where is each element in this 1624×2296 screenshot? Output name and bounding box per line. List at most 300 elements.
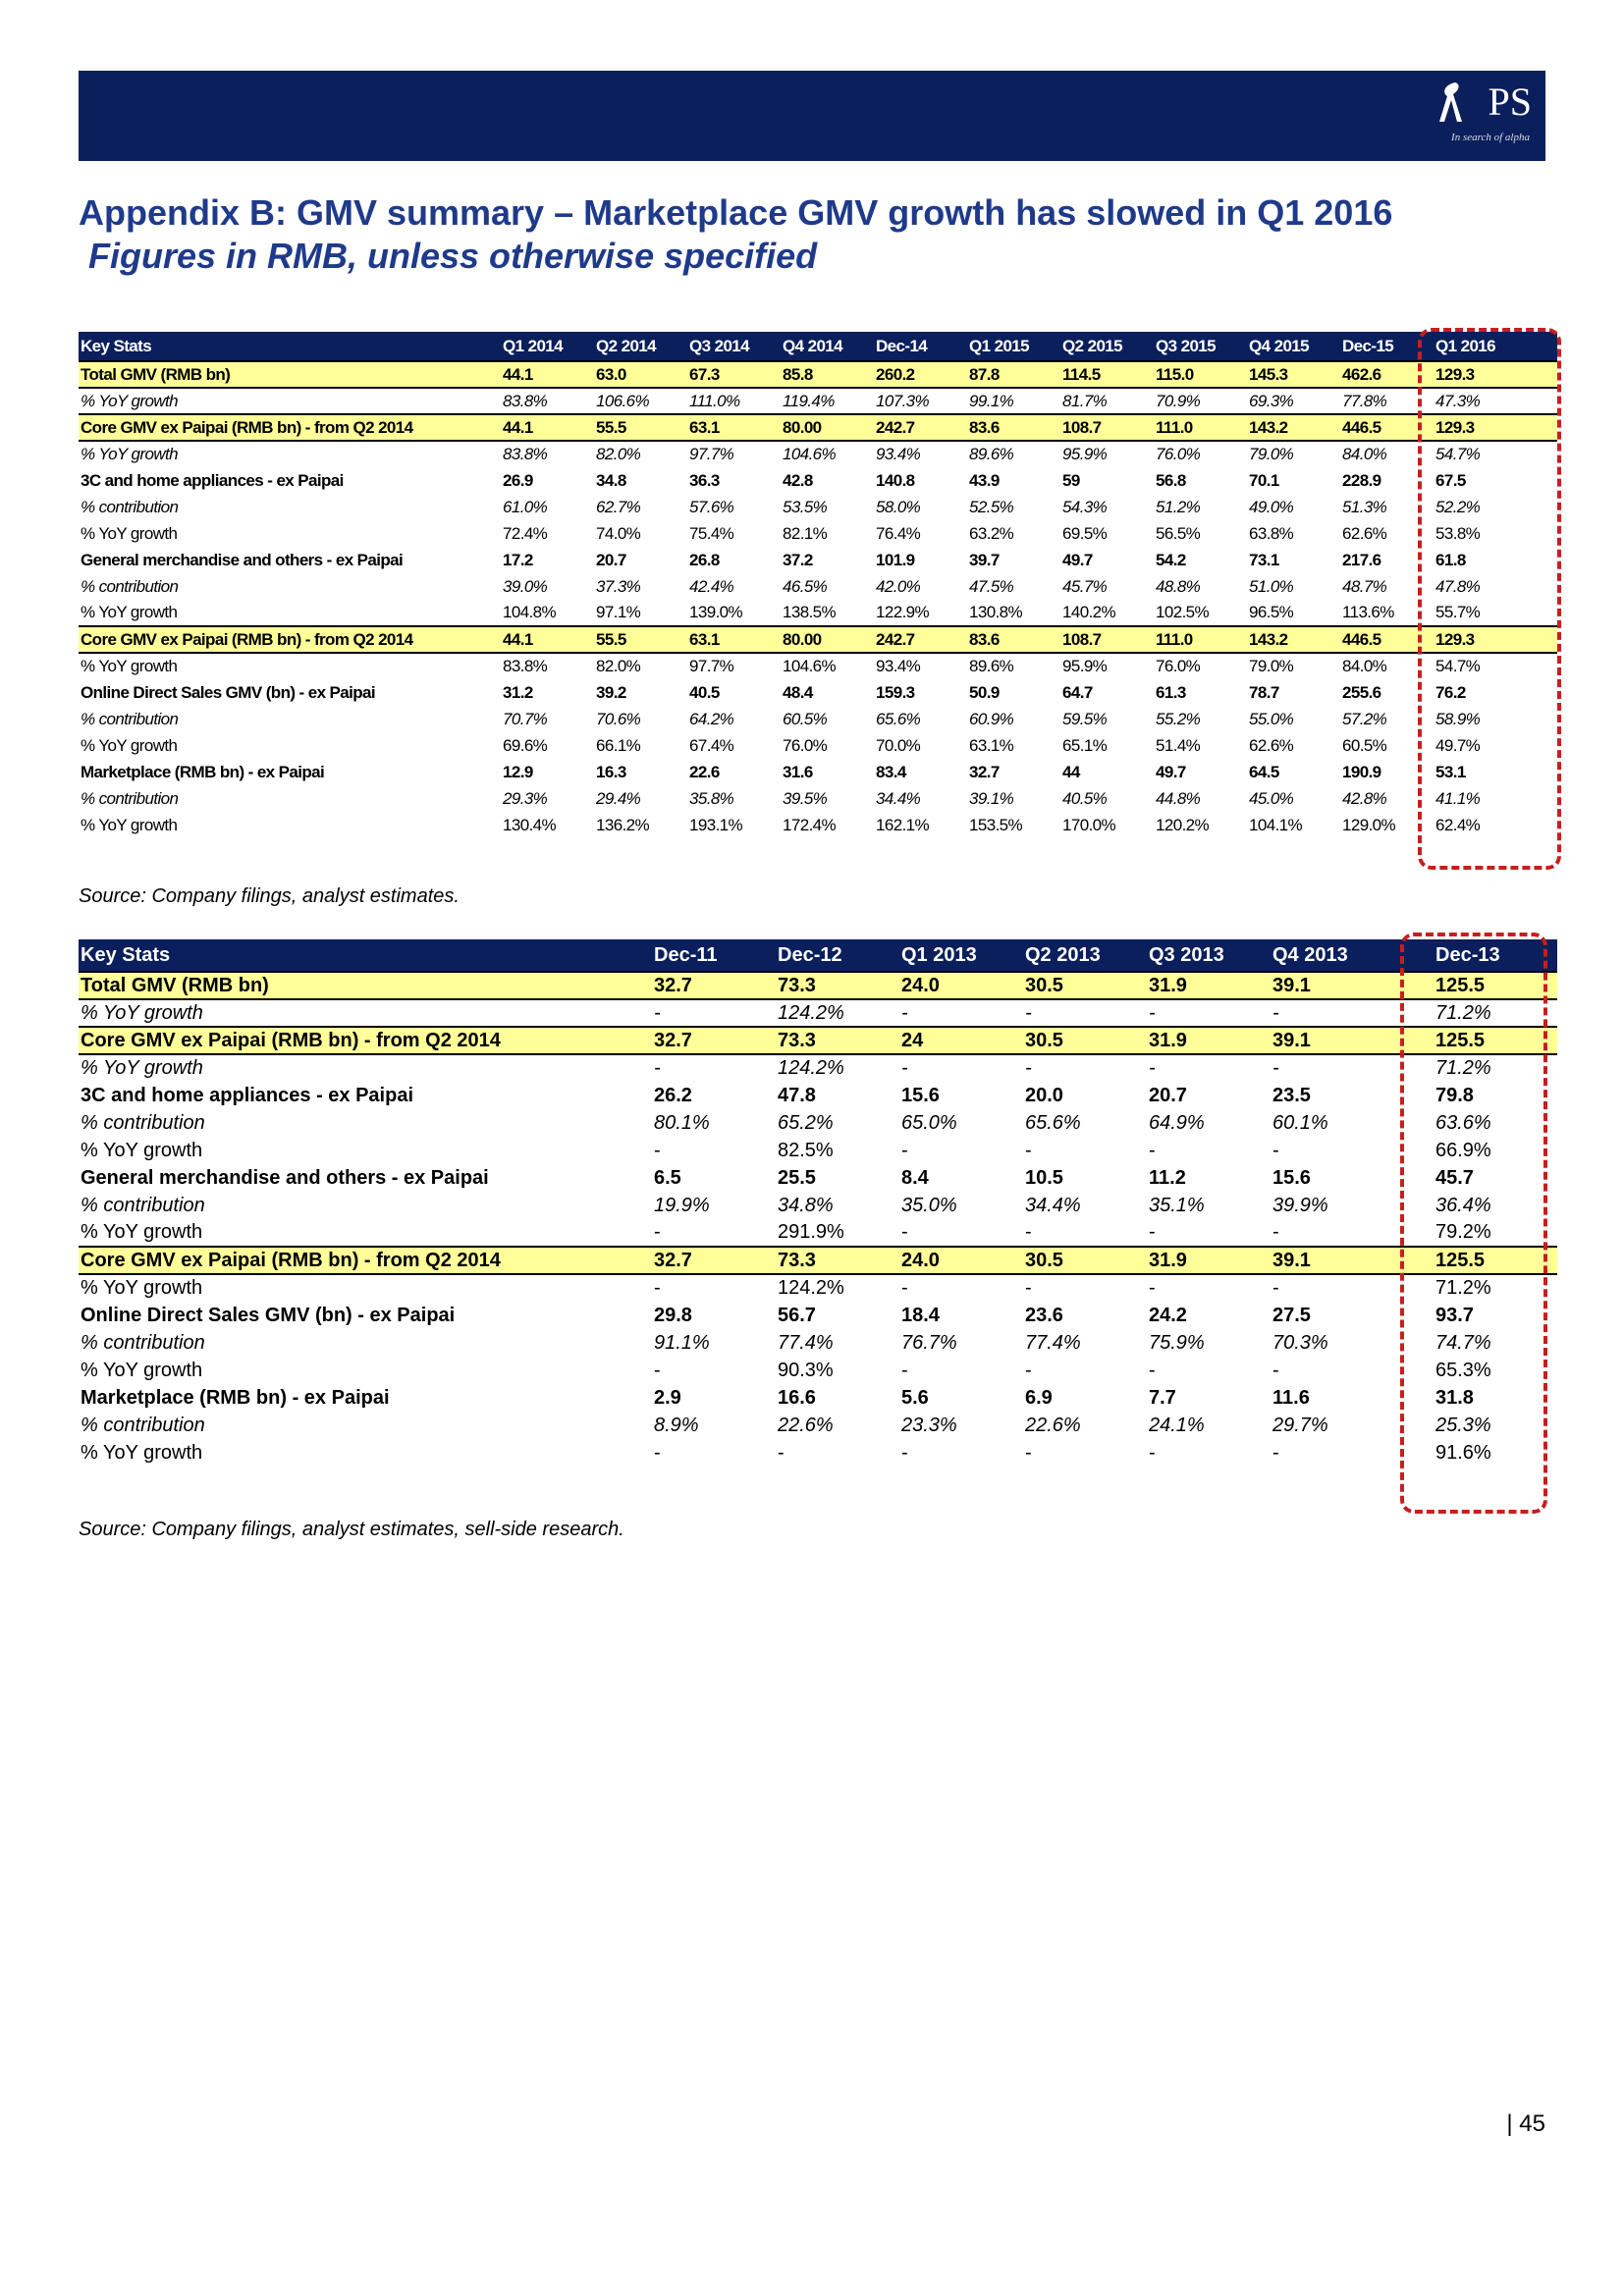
table-cell: 62.6% xyxy=(1342,523,1387,543)
table-cell: 138.5% xyxy=(783,603,837,621)
table-cell: 95.9% xyxy=(1062,445,1108,463)
table-cell: 101.9 xyxy=(876,550,915,569)
header-cell-period: Q2 2015 xyxy=(1062,336,1123,355)
table2-source: Source: Company filings, analyst estimates, sell-side research. xyxy=(79,1519,624,1540)
table-cell: 20.7 xyxy=(596,550,626,569)
table-cell: 31.8 xyxy=(1435,1386,1474,1409)
table-cell: 25.5 xyxy=(778,1166,816,1189)
table-cell: 53.5% xyxy=(783,497,828,516)
table-cell: 49.7 xyxy=(1156,762,1186,781)
row-label: Core GMV ex Paipai (RMB bn) - from Q2 2014 xyxy=(79,626,501,653)
table-cell: 7.7 xyxy=(1149,1386,1176,1409)
table-cell: 60.5% xyxy=(783,709,828,728)
table-cell: 39.5% xyxy=(783,788,828,808)
table-cell: 18.4 xyxy=(901,1304,940,1326)
table-cell: 5.6 xyxy=(901,1386,929,1409)
table-cell: 70.6% xyxy=(596,709,641,728)
table-cell: - xyxy=(1025,1139,1032,1161)
table-cell: 162.1% xyxy=(876,815,930,834)
table-row xyxy=(79,732,1557,759)
header-cell-period: Dec-15 xyxy=(1342,336,1394,355)
row-label: % YoY growth xyxy=(81,1441,203,1464)
table-cell: 217.6 xyxy=(1342,550,1381,569)
table-cell: 44.8% xyxy=(1156,788,1201,808)
table-cell: 119.4% xyxy=(781,388,874,414)
table-cell: 111.0% xyxy=(687,388,781,414)
table-cell: 139.0% xyxy=(689,603,743,621)
table-cell: - xyxy=(901,1139,908,1161)
table-cell: - xyxy=(1025,1359,1032,1381)
table-cell: 228.9 xyxy=(1342,470,1381,490)
table-cell: 93.4% xyxy=(876,657,921,675)
table-cell: 104.6% xyxy=(783,445,837,463)
table-cell: 67.3 xyxy=(687,361,781,388)
page-subtitle: Figures in RMB, unless otherwise specified xyxy=(88,236,818,276)
table-cell: 80.1% xyxy=(654,1111,710,1134)
row-label: % contribution xyxy=(81,1331,205,1354)
row-label: % contribution xyxy=(81,576,179,596)
table-cell: 2.9 xyxy=(654,1386,681,1409)
table-row xyxy=(79,1192,1557,1219)
table-cell: 129.0% xyxy=(1342,815,1396,834)
table-cell: 36.4% xyxy=(1435,1194,1491,1216)
table-cell: 32.7 xyxy=(652,1027,776,1054)
table-cell: 159.3 xyxy=(876,682,915,702)
table-cell: 106.6% xyxy=(594,388,687,414)
row-label: % contribution xyxy=(81,788,179,808)
table-row xyxy=(79,1247,1557,1274)
table-cell: 97.7% xyxy=(689,657,734,675)
table-cell: 56.5% xyxy=(1156,523,1201,543)
table-cell: - xyxy=(1149,1057,1156,1079)
row-label: Total GMV (RMB bn) xyxy=(79,972,652,999)
table-cell: 67.4% xyxy=(689,735,734,755)
row-label: % YoY growth xyxy=(81,735,178,755)
table-cell: 8.9% xyxy=(654,1414,699,1436)
table-cell: 51.4% xyxy=(1156,735,1201,755)
table-cell: 74.0% xyxy=(596,523,641,543)
table-cell: 24 xyxy=(899,1027,1023,1054)
table-cell: 39.0% xyxy=(503,576,548,596)
table-cell: 140.2% xyxy=(1062,603,1116,621)
table-cell: 130.8% xyxy=(969,603,1023,621)
table-cell: 140.8 xyxy=(876,470,915,490)
table-cell: 63.1 xyxy=(687,414,781,441)
table-cell: 22.6 xyxy=(689,762,720,781)
table-row xyxy=(79,706,1557,732)
table-cell: 65.0% xyxy=(901,1111,957,1134)
table-cell: 83.4 xyxy=(876,762,906,781)
table-cell: - xyxy=(1272,1057,1279,1079)
table-cell: 242.7 xyxy=(874,414,967,441)
table-cell: 62.6% xyxy=(1249,735,1294,755)
table-cell: 24.1% xyxy=(1149,1414,1205,1436)
table-cell: 32.7 xyxy=(969,762,1000,781)
table-cell: 104.6% xyxy=(783,657,837,675)
table-cell: 54.2 xyxy=(1156,550,1186,569)
table-row xyxy=(79,414,1557,441)
table-cell: 66.9% xyxy=(1435,1139,1491,1161)
table-cell: 65.6% xyxy=(1025,1111,1081,1134)
table-cell: 65.1% xyxy=(1062,735,1108,755)
table-cell: 114.5 xyxy=(1060,361,1154,388)
table-cell: 111.0 xyxy=(1154,626,1247,653)
table-cell: 51.0% xyxy=(1249,576,1294,596)
table-cell: 43.9 xyxy=(969,470,1000,490)
table-cell: 49.0% xyxy=(1249,497,1294,516)
table-cell: 70.1 xyxy=(1249,470,1279,490)
table-row xyxy=(79,999,1557,1027)
table-cell: - xyxy=(778,1441,785,1464)
table-cell: 30.5 xyxy=(1023,1027,1147,1054)
table-cell: 32.7 xyxy=(652,972,776,999)
table-cell: 24.0 xyxy=(899,972,1023,999)
table-cell: - xyxy=(654,1139,661,1161)
table-cell: 39.1 xyxy=(1271,972,1434,999)
table-cell: 130.4% xyxy=(503,815,557,834)
table-cell: 83.8% xyxy=(503,445,548,463)
table-cell: 70.3% xyxy=(1272,1331,1328,1354)
table-cell: 34.4% xyxy=(1025,1194,1081,1216)
table-cell: 78.7 xyxy=(1249,682,1279,702)
table-cell: 96.5% xyxy=(1249,603,1294,621)
table-cell: 44.1 xyxy=(501,626,594,653)
table-cell: 29.8 xyxy=(654,1304,692,1326)
table-cell: 44 xyxy=(1062,762,1080,781)
table-cell: 107.3% xyxy=(874,388,967,414)
table-cell: 26.8 xyxy=(689,550,720,569)
table-cell: - xyxy=(1271,999,1434,1027)
row-label: % YoY growth xyxy=(81,1139,203,1161)
table-cell: 25.3% xyxy=(1435,1414,1491,1436)
table-cell: 42.4% xyxy=(689,576,734,596)
table-cell: 10.5 xyxy=(1025,1166,1063,1189)
table-cell: 23.3% xyxy=(901,1414,957,1436)
table-cell: 57.6% xyxy=(689,497,734,516)
table-cell: 104.8% xyxy=(503,603,557,621)
table-cell: 61.3 xyxy=(1156,682,1186,702)
table-cell: 291.9% xyxy=(778,1221,844,1243)
gmv-table-2011-2013 xyxy=(79,939,1557,1467)
row-label: % YoY growth xyxy=(81,1359,203,1381)
table1-source: Source: Company filings, analyst estimates. xyxy=(79,885,460,907)
table-cell: - xyxy=(654,1441,661,1464)
table-cell: 63.8% xyxy=(1249,523,1294,543)
table-cell: 77.8% xyxy=(1340,388,1434,414)
table-cell: 193.1% xyxy=(689,815,743,834)
table-cell: 190.9 xyxy=(1342,762,1381,781)
table-cell: 108.7 xyxy=(1060,626,1154,653)
header-cell-period: Q3 2015 xyxy=(1156,336,1217,355)
table-cell: 42.8 xyxy=(783,470,813,490)
table-row xyxy=(79,679,1557,706)
table-cell: 39.7 xyxy=(969,550,1000,569)
row-label: % YoY growth xyxy=(81,523,178,543)
table-cell: 61.0% xyxy=(503,497,548,516)
table-cell: 72.4% xyxy=(503,523,548,543)
table-cell: 48.7% xyxy=(1342,576,1387,596)
table-cell: 55.7% xyxy=(1435,603,1481,621)
table-cell: 30.5 xyxy=(1023,972,1147,999)
table-cell: 124.2% xyxy=(776,999,899,1027)
logo-tagline: In search of alpha xyxy=(1451,132,1530,143)
header-cell-period: Dec-11 xyxy=(654,943,718,966)
table-cell: 75.9% xyxy=(1149,1331,1205,1354)
table-cell: 55.0% xyxy=(1249,709,1294,728)
table-cell: 53.8% xyxy=(1435,523,1481,543)
table-cell: 64.7 xyxy=(1062,682,1093,702)
row-label: % YoY growth xyxy=(79,388,501,414)
table-cell: - xyxy=(1025,1057,1032,1079)
table-cell: 83.8% xyxy=(503,657,548,675)
table-cell: 39.2 xyxy=(596,682,626,702)
table-cell: 76.0% xyxy=(1156,657,1201,675)
table-cell: 39.1 xyxy=(1271,1027,1434,1054)
table-cell: 6.5 xyxy=(654,1166,681,1189)
table-cell: 64.5 xyxy=(1249,762,1279,781)
table-cell: 79.8 xyxy=(1435,1084,1474,1106)
table-cell: 16.6 xyxy=(778,1386,816,1409)
table-cell: 31.9 xyxy=(1147,1247,1271,1274)
table-cell: 83.6 xyxy=(967,414,1060,441)
table-cell: 48.4 xyxy=(783,682,813,702)
table-cell: 37.2 xyxy=(783,550,813,569)
table-cell: 76.0% xyxy=(783,735,828,755)
table-cell: 136.2% xyxy=(596,815,650,834)
table-cell: 77.4% xyxy=(778,1331,834,1354)
table-row xyxy=(79,388,1557,414)
table-cell: 74.7% xyxy=(1435,1331,1491,1354)
table-row xyxy=(79,1329,1557,1357)
header-band xyxy=(79,71,1545,161)
table-cell: 63.0 xyxy=(594,361,687,388)
header-cell-period: Q4 2014 xyxy=(783,336,843,355)
table-cell: 52.5% xyxy=(969,497,1014,516)
table-cell: 73.3 xyxy=(776,1247,899,1274)
table-cell: 69.3% xyxy=(1247,388,1340,414)
table-row xyxy=(79,626,1557,653)
row-label: % contribution xyxy=(81,1194,205,1216)
table-cell: - xyxy=(1149,1359,1156,1381)
table-cell: 129.3 xyxy=(1434,414,1557,441)
table-cell: 48.8% xyxy=(1156,576,1201,596)
table-cell: 29.7% xyxy=(1272,1414,1328,1436)
table-cell: 70.0% xyxy=(876,735,921,755)
table-cell: 446.5 xyxy=(1340,626,1434,653)
table-cell: 49.7 xyxy=(1062,550,1093,569)
table-cell: 70.9% xyxy=(1154,388,1247,414)
table-cell: 60.9% xyxy=(969,709,1014,728)
table-cell: 143.2 xyxy=(1247,414,1340,441)
table-cell: 24.2 xyxy=(1149,1304,1187,1326)
table-cell: 42.0% xyxy=(876,576,921,596)
table-cell: 6.9 xyxy=(1025,1386,1053,1409)
table-cell: - xyxy=(901,1057,908,1079)
table-cell: - xyxy=(1272,1277,1279,1299)
table-cell: 85.8 xyxy=(781,361,874,388)
table-cell: 84.0% xyxy=(1342,657,1387,675)
table-row xyxy=(79,1137,1557,1164)
table-cell: - xyxy=(1149,1277,1156,1299)
table-cell: - xyxy=(1147,999,1271,1027)
table-cell: 26.2 xyxy=(654,1084,692,1106)
row-label: Online Direct Sales GMV (bn) - ex Paipai xyxy=(81,682,376,702)
table-cell: 125.5 xyxy=(1434,972,1557,999)
table-cell: 58.0% xyxy=(876,497,921,516)
table-cell: 34.8% xyxy=(778,1194,834,1216)
table-cell: - xyxy=(652,999,776,1027)
table-cell: 35.1% xyxy=(1149,1194,1205,1216)
table-cell: 66.1% xyxy=(596,735,641,755)
table-cell: 44.1 xyxy=(501,361,594,388)
table-cell: 12.9 xyxy=(503,762,533,781)
table-cell: 108.7 xyxy=(1060,414,1154,441)
table-cell: 63.6% xyxy=(1435,1111,1491,1134)
table-cell: 44.1 xyxy=(501,414,594,441)
table-cell: 81.7% xyxy=(1060,388,1154,414)
table-cell: 77.4% xyxy=(1025,1331,1081,1354)
table-cell: 54.7% xyxy=(1435,657,1481,675)
table-cell: 17.2 xyxy=(503,550,533,569)
table-row xyxy=(79,785,1557,812)
table-header-row xyxy=(79,939,1557,972)
table-cell: 73.3 xyxy=(776,1027,899,1054)
table-cell: 145.3 xyxy=(1247,361,1340,388)
table-cell: 255.6 xyxy=(1342,682,1381,702)
table-cell: 31.6 xyxy=(783,762,813,781)
table-row xyxy=(79,1357,1557,1384)
table-cell: 63.2% xyxy=(969,523,1014,543)
header-cell-period: Q4 2013 xyxy=(1272,943,1348,966)
table-cell: 69.5% xyxy=(1062,523,1108,543)
table-cell: 55.2% xyxy=(1156,709,1201,728)
table-header-row xyxy=(79,332,1557,361)
table-cell: - xyxy=(654,1359,661,1381)
table-cell: - xyxy=(654,1221,661,1243)
table-cell: - xyxy=(1272,1441,1279,1464)
row-label: % YoY growth xyxy=(81,657,178,675)
table-cell: 56.7 xyxy=(778,1304,816,1326)
table-cell: 45.7% xyxy=(1062,576,1108,596)
table-cell: 29.3% xyxy=(503,788,548,808)
table-cell: 153.5% xyxy=(969,815,1023,834)
table-cell: 67.5 xyxy=(1435,470,1466,490)
table-cell: 19.9% xyxy=(654,1194,710,1216)
table-cell: 69.6% xyxy=(503,735,548,755)
row-label: 3C and home appliances - ex Paipai xyxy=(81,470,344,490)
table-row xyxy=(79,1164,1557,1192)
table-cell: 39.9% xyxy=(1272,1194,1328,1216)
table-cell: 93.7 xyxy=(1435,1304,1474,1326)
table-cell: 36.3 xyxy=(689,470,720,490)
table-cell: 31.9 xyxy=(1147,1027,1271,1054)
table-cell: 39.1% xyxy=(969,788,1014,808)
table-cell: 79.2% xyxy=(1435,1221,1491,1243)
table-cell: 80.00 xyxy=(781,414,874,441)
table-cell: 39.1 xyxy=(1271,1247,1434,1274)
table-cell: 46.5% xyxy=(783,576,828,596)
table-cell: 82.1% xyxy=(783,523,828,543)
table-cell: - xyxy=(1272,1221,1279,1243)
table-cell: 97.7% xyxy=(689,445,734,463)
table-row xyxy=(79,441,1557,467)
row-label: Core GMV ex Paipai (RMB bn) - from Q2 2014 xyxy=(79,1247,652,1274)
table-cell: 83.6 xyxy=(967,626,1060,653)
table-cell: 124.2% xyxy=(778,1057,844,1079)
header-cell-period: Q2 2013 xyxy=(1025,943,1101,966)
table-row xyxy=(79,653,1557,679)
header-cell-period: Dec-12 xyxy=(778,943,842,966)
table-cell: 59.5% xyxy=(1062,709,1108,728)
table-cell: - xyxy=(1272,1359,1279,1381)
table-cell: 53.1 xyxy=(1435,762,1466,781)
table-cell: 56.8 xyxy=(1156,470,1186,490)
table-row xyxy=(79,1412,1557,1439)
table-cell: 102.5% xyxy=(1156,603,1210,621)
table-cell: 24.0 xyxy=(899,1247,1023,1274)
table-cell: 29.4% xyxy=(596,788,641,808)
row-label: Marketplace (RMB bn) - ex Paipai xyxy=(81,762,325,781)
table-cell: 49.7% xyxy=(1435,735,1481,755)
table-cell: 242.7 xyxy=(874,626,967,653)
table-cell: 27.5 xyxy=(1272,1304,1311,1326)
header-cell-period: Q1 2014 xyxy=(503,336,564,355)
table-row xyxy=(79,972,1557,999)
row-label: % YoY growth xyxy=(81,1277,203,1299)
header-cell-period: Q4 2015 xyxy=(1249,336,1310,355)
table-row xyxy=(79,573,1557,600)
table-cell: 57.2% xyxy=(1342,709,1387,728)
row-label: % contribution xyxy=(81,1414,205,1436)
table-cell: 82.0% xyxy=(596,445,641,463)
table-cell: 446.5 xyxy=(1340,414,1434,441)
table-cell: 79.0% xyxy=(1249,657,1294,675)
page-title: Appendix B: GMV summary – Marketplace GMV growth has slowed in Q1 2016 xyxy=(79,192,1393,233)
table-cell: 64.9% xyxy=(1149,1111,1205,1134)
row-label: % YoY growth xyxy=(81,445,178,463)
table-cell: 20.7 xyxy=(1149,1084,1187,1106)
table-cell: 93.4% xyxy=(876,445,921,463)
table-cell: 115.0 xyxy=(1154,361,1247,388)
table-cell: 65.6% xyxy=(876,709,921,728)
table-cell: - xyxy=(901,1359,908,1381)
table-cell: 59 xyxy=(1062,470,1080,490)
table-cell: 8.4 xyxy=(901,1166,929,1189)
table-cell: 32.7 xyxy=(652,1247,776,1274)
table-cell: - xyxy=(1272,1139,1279,1161)
table-cell: 47.3% xyxy=(1434,388,1557,414)
table-cell: - xyxy=(1149,1139,1156,1161)
row-label: % contribution xyxy=(81,709,179,728)
table-row xyxy=(79,520,1557,547)
table-cell: 55.5 xyxy=(594,414,687,441)
table-cell: 75.4% xyxy=(689,523,734,543)
table-cell: 15.6 xyxy=(901,1084,940,1106)
table-cell: 61.8 xyxy=(1435,550,1466,569)
table-cell: 15.6 xyxy=(1272,1166,1311,1189)
table-cell: 54.3% xyxy=(1062,497,1108,516)
table-cell: - xyxy=(1025,1277,1032,1299)
table-cell: 52.2% xyxy=(1435,497,1481,516)
table-cell: 82.5% xyxy=(778,1139,834,1161)
logo-mark-icon xyxy=(1435,79,1465,126)
table-cell: 82.0% xyxy=(596,657,641,675)
table-cell: 170.0% xyxy=(1062,815,1116,834)
table-cell: 20.0 xyxy=(1025,1084,1063,1106)
table-cell: 35.8% xyxy=(689,788,734,808)
table-cell: 91.6% xyxy=(1435,1441,1491,1464)
table-row xyxy=(79,1027,1557,1054)
